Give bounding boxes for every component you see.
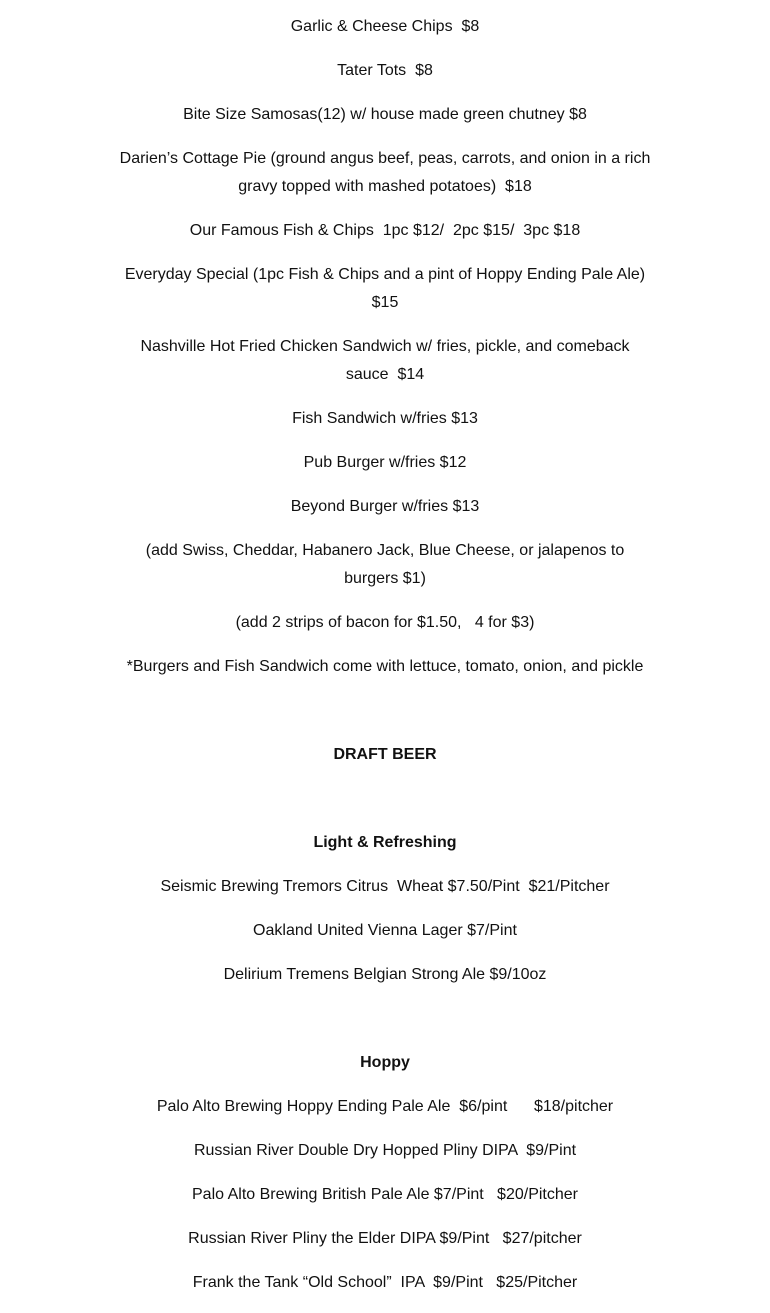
beer-item-hoppy-ending-pale-ale: Palo Alto Brewing Hoppy Ending Pale Ale $6/pint $18/pitcher xyxy=(156,1098,614,1115)
beer-item-seismic-tremors: Seismic Brewing Tremors Citrus Wheat $7.50/Pint $21/Pitcher xyxy=(160,878,610,895)
menu-note-burger-addons: (add Swiss, Cheddar, Habanero Jack, Blue Cheese, or jalapenos to burgers $1) xyxy=(145,542,629,587)
subsection-title-hoppy: Hoppy xyxy=(360,1054,410,1071)
beer-item-frank-the-tank-ipa: Frank the Tank “Old School” IPA $9/Pint $25/Pitcher xyxy=(192,1274,578,1291)
beer-item-british-pale-ale: Palo Alto Brewing British Pale Ale $7/Pint $20/Pitcher xyxy=(192,1186,578,1203)
menu-item-fish-sandwich: Fish Sandwich w/fries $13 xyxy=(292,410,478,427)
beer-item-delirium-tremens: Delirium Tremens Belgian Strong Ale $9/10oz xyxy=(223,966,547,983)
menu-document xyxy=(0,13,770,1313)
subsection-title-light-refreshing: Light & Refreshing xyxy=(313,834,457,851)
beer-item-pliny-ddh-dipa: Russian River Double Dry Hopped Pliny DIPA $9/Pint xyxy=(193,1142,577,1159)
menu-item-cottage-pie: Darien’s Cottage Pie (ground angus beef, peas, carrots, and onion in a rich gravy topped with mashed potatoes) $18 xyxy=(119,150,655,195)
beer-item-oakland-vienna-lager: Oakland United Vienna Lager $7/Pint xyxy=(253,922,517,939)
menu-note-burger-toppings: *Burgers and Fish Sandwich come with lettuce, tomato, onion, and pickle xyxy=(126,658,644,675)
menu-item-everyday-special: Everyday Special (1pc Fish & Chips and a pint of Hoppy Ending Pale Ale) $15 xyxy=(124,266,650,311)
beer-item-pliny-the-elder: Russian River Pliny the Elder DIPA $9/Pint $27/pitcher xyxy=(188,1230,582,1247)
menu-item-beyond-burger: Beyond Burger w/fries $13 xyxy=(290,498,480,515)
menu-item-garlic-cheese-chips: Garlic & Cheese Chips $8 xyxy=(290,18,480,35)
menu-item-nashville-chicken-sandwich: Nashville Hot Fried Chicken Sandwich w/ fries, pickle, and comeback sauce $14 xyxy=(140,338,634,383)
section-title-draft-beer: DRAFT BEER xyxy=(333,746,437,763)
menu-item-pub-burger: Pub Burger w/fries $12 xyxy=(303,454,467,471)
menu-item-samosas: Bite Size Samosas(12) w/ house made green chutney $8 xyxy=(183,106,587,123)
menu-item-fish-and-chips: Our Famous Fish & Chips 1pc $12/ 2pc $15/ 3pc $18 xyxy=(189,222,581,239)
menu-item-tater-tots: Tater Tots $8 xyxy=(337,62,433,79)
menu-note-bacon-addon: (add 2 strips of bacon for $1.50, 4 for $3) xyxy=(235,614,535,631)
